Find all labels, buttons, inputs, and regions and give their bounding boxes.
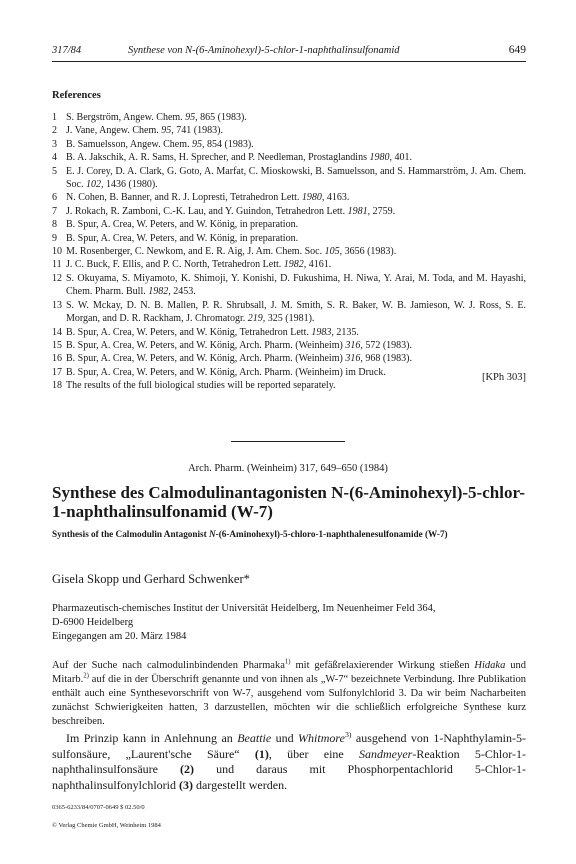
reference-item	[52, 151, 526, 164]
reference-item	[52, 165, 526, 192]
manuscript-code: [KPh 303]	[481, 372, 526, 383]
text-segment: 2135.	[333, 326, 359, 338]
text-segment: M. Rosenberger, C. Newkom, and E. R. Aig, J. Am. Chem. Soc.	[66, 246, 325, 258]
text-segment: und daraus mit Phosphorpentachlorid 5-Chlor-1-naphthalinsulfonylchlorid	[52, 762, 526, 792]
text-segment: The results of the full biological studies will be reported separately.	[66, 380, 336, 392]
reference-item	[52, 232, 526, 245]
received-date: Eingegangen am 20. März 1984	[52, 631, 187, 642]
text-segment: -(6-Aminohexyl)-5-chloro-1-naphthalenesulfonamide (W-7)	[215, 529, 448, 539]
text-segment: B. Samuelsson, Angew. Chem.	[66, 138, 193, 150]
text-segment: B. Spur, A. Crea, W. Peters, and W. König, Arch. Pharm. (Weinheim)	[66, 339, 346, 351]
text-segment: Whitmore	[298, 731, 345, 745]
copyright-line: © Verlag Chemie GmbH, Weinheim 1984	[52, 822, 161, 829]
text-segment: 1980,	[369, 152, 392, 164]
reference-item	[52, 124, 526, 137]
reference-number: 14	[52, 326, 62, 338]
reference-item	[52, 352, 526, 365]
text-segment: 1982,	[283, 259, 307, 271]
text-segment: J. C. Buck, F. Ellis, and P. C. North, Tetrahedron Lett.	[66, 259, 284, 271]
text-segment: (1)	[254, 746, 269, 761]
reference-number: 4	[52, 152, 57, 164]
text-segment: B. Spur, A. Crea, W. Peters, and W. König, Arch. Pharm. (Weinheim) im Druck.	[66, 366, 386, 378]
reference-item	[52, 218, 526, 231]
reference-item	[52, 272, 526, 299]
text-segment: 854 (1983).	[204, 138, 254, 150]
text-segment: dargestellt werden.	[192, 777, 288, 792]
text-segment: , über eine	[268, 746, 359, 761]
text-segment: S. Okuyama, S. Miyamoto, K. Shimoji, Y. Konishi, D. Fukushima, H. Niwa, Y. Arai, M. Toda, and M. Hayashi, Chem. Pharm. Bull.	[66, 272, 526, 298]
text-segment: 1981,	[347, 205, 371, 217]
reference-number: 1	[52, 112, 57, 123]
affiliation-line: D-6900 Heidelberg	[52, 617, 134, 628]
affiliation-line: Pharmazeutisch-chemisches Institut der Universität Heidelberg, Im Neuenheimer Feld 364,	[52, 603, 436, 614]
text-segment: (3)	[178, 777, 193, 792]
text-segment: 741 (1983).	[173, 125, 223, 137]
reference-number: 5	[52, 165, 57, 177]
text-segment: und Mitarb.	[52, 660, 527, 686]
text-segment: 968 (1983).	[362, 353, 412, 365]
reference-number: 2	[52, 125, 57, 137]
text-segment: 401.	[391, 152, 412, 164]
abstract-paragraph	[52, 659, 526, 729]
text-segment: 2759.	[370, 205, 396, 217]
reference-item	[52, 339, 526, 352]
body-paragraph	[52, 731, 526, 793]
text-segment: 1982,	[148, 286, 171, 298]
reference-number: 9	[52, 232, 57, 244]
reference-number: 17	[52, 366, 62, 378]
text-segment: Synthesis of the Calmodulin Antagonist	[52, 529, 209, 539]
text-segment: mit gefäßrelaxierender Wirkung stießen	[290, 660, 475, 671]
text-segment: Beattie	[237, 731, 272, 745]
text-segment: N. Cohen, B. Banner, and R. J. Lopresti, Tetrahedron Lett.	[66, 192, 302, 204]
article-authors: Gisela Skopp und Gerhard Schwenker*	[52, 572, 250, 586]
text-segment: 4161.	[306, 259, 332, 271]
text-segment: 316,	[345, 339, 363, 351]
reference-item	[52, 299, 526, 326]
text-segment: N	[209, 529, 216, 539]
text-segment: E. J. Corey, D. A. Clark, G. Goto, A. Marfat, C. Mioskowski, B. Samuelsson, and S. Hammarström, J. Am. Chem. Soc.	[66, 165, 526, 191]
reference-number: 11	[52, 259, 62, 271]
reference-item	[52, 366, 526, 379]
text-segment: 1983,	[311, 326, 334, 338]
reference-item	[52, 379, 526, 392]
text-segment: (2)	[180, 762, 195, 777]
issn-line: 0365-6233/84/0707-0649 $ 02.50/0	[52, 804, 145, 811]
text-segment: Sandmeyer	[359, 746, 413, 761]
footnote-marker: 2)	[83, 672, 89, 680]
text-segment: Im Prinzip kann in Anlehnung an	[66, 731, 238, 745]
reference-item	[52, 326, 526, 339]
reference-item	[52, 205, 526, 218]
reference-item	[52, 191, 526, 204]
reference-number: 16	[52, 353, 62, 365]
reference-number: 18	[52, 380, 62, 392]
text-segment: 316,	[345, 353, 363, 365]
running-title: Synthese von N-(6-Aminohexyl)-5-chlor-1-naphthalinsulfonamid	[128, 45, 400, 56]
text-segment: 1436 (1980).	[103, 179, 158, 191]
text-segment: B. Spur, A. Crea, W. Peters, and W. König, in preparation.	[66, 219, 299, 231]
text-segment: J. Rokach, R. Zamboni, C.-K. Lau, and Y. Guindon, Tetrahedron Lett.	[66, 205, 348, 217]
text-segment: ausgehend von 1-Naphthylamin-5-sulfonsäure, „Laurent'sche Säure“	[52, 731, 527, 761]
text-segment: 572 (1983).	[362, 339, 412, 351]
references-list	[52, 111, 526, 393]
text-segment: S. Bergström, Angew. Chem.	[66, 112, 186, 123]
text-segment: 105,	[324, 246, 343, 258]
text-segment: S. W. Mckay, D. N. B. Mallen, P. R. Shrubsall, J. M. Smith, S. R. Baker, W. B. Jamieson, W. J. Ross, S. E. Morgan, and D. R. Rackham, J. Chromatogr.	[66, 299, 526, 325]
text-segment: 219,	[247, 313, 266, 325]
affiliation-block	[52, 602, 528, 644]
text-segment: 325 (1981).	[265, 313, 315, 325]
reference-item	[52, 258, 526, 271]
page-number: 649	[508, 44, 526, 56]
footnote-marker: 1)	[284, 658, 291, 666]
reference-number: 3	[52, 138, 57, 150]
text-segment: Auf der Suche nach calmodulinbindenden Pharmaka	[52, 660, 285, 671]
reference-item	[52, 138, 526, 151]
reference-number: 13	[52, 299, 62, 311]
text-segment: J. Vane, Angew. Chem.	[66, 125, 162, 137]
text-segment: B. Spur, A. Crea, W. Peters, and W. König, in preparation.	[66, 232, 299, 244]
reference-number: 7	[52, 205, 57, 217]
footnote-marker: 3)	[344, 730, 352, 739]
section-divider	[231, 441, 345, 442]
text-segment: B. Spur, A. Crea, W. Peters, and W. König, Arch. Pharm. (Weinheim)	[66, 353, 346, 365]
references-heading: References	[52, 90, 101, 101]
text-segment: 865 (1983).	[197, 112, 247, 123]
text-segment: Hidaka	[474, 660, 506, 671]
volume-reference: 317/84	[52, 45, 82, 56]
text-segment: 95,	[185, 112, 198, 123]
reference-number: 15	[52, 339, 62, 351]
reference-number: 10	[52, 246, 62, 258]
reference-item	[52, 245, 526, 258]
article-subtitle	[52, 528, 528, 540]
reference-number: 6	[52, 192, 57, 204]
text-segment: 95,	[161, 125, 174, 137]
header-rule	[52, 61, 526, 62]
text-segment: 4163.	[324, 192, 350, 204]
text-segment: 95,	[192, 138, 205, 150]
text-segment: 1980,	[301, 192, 325, 204]
text-segment: 2453.	[170, 286, 196, 298]
article-title: Synthese des Calmodulinantagonisten N-(6-Aminohexyl)-5-chlor-1-naphthalinsulfonamid (W-7)	[52, 483, 526, 521]
text-segment: B. A. Jakschik, A. R. Sams, H. Sprecher, and P. Needleman, Prostaglandins	[66, 152, 370, 164]
text-segment: 102,	[86, 179, 104, 191]
reference-number: 8	[52, 219, 57, 231]
text-segment: B. Spur, A. Crea, W. Peters, and W. König, Tetrahedron Lett.	[66, 326, 312, 338]
text-segment: 3656 (1983).	[342, 246, 397, 258]
reference-item	[52, 111, 526, 124]
reference-number: 12	[52, 272, 62, 284]
running-head	[52, 45, 526, 61]
text-segment: -Reaktion 5-Chlor-1-naphthalinsulfonsäure	[52, 746, 526, 777]
text-segment: auf die in der Überschrift genannte und von ihnen als „W-7“ bezeichnete Verbindung. Ihre Publikation enthält auch eine Synthesevorschrift von W-7, ausgehend vom Sulfonylchlorid 3. Da wir beim Nacharbeiten zunächst Schwierigkeiten hatten, 3 darzustellen, möchten wir die schließlich erfolgreiche Synthese kurz beschreiben.	[52, 674, 526, 728]
journal-citation: Arch. Pharm. (Weinheim) 317, 649–650 (1984)	[188, 463, 388, 474]
text-segment: und	[271, 731, 299, 745]
